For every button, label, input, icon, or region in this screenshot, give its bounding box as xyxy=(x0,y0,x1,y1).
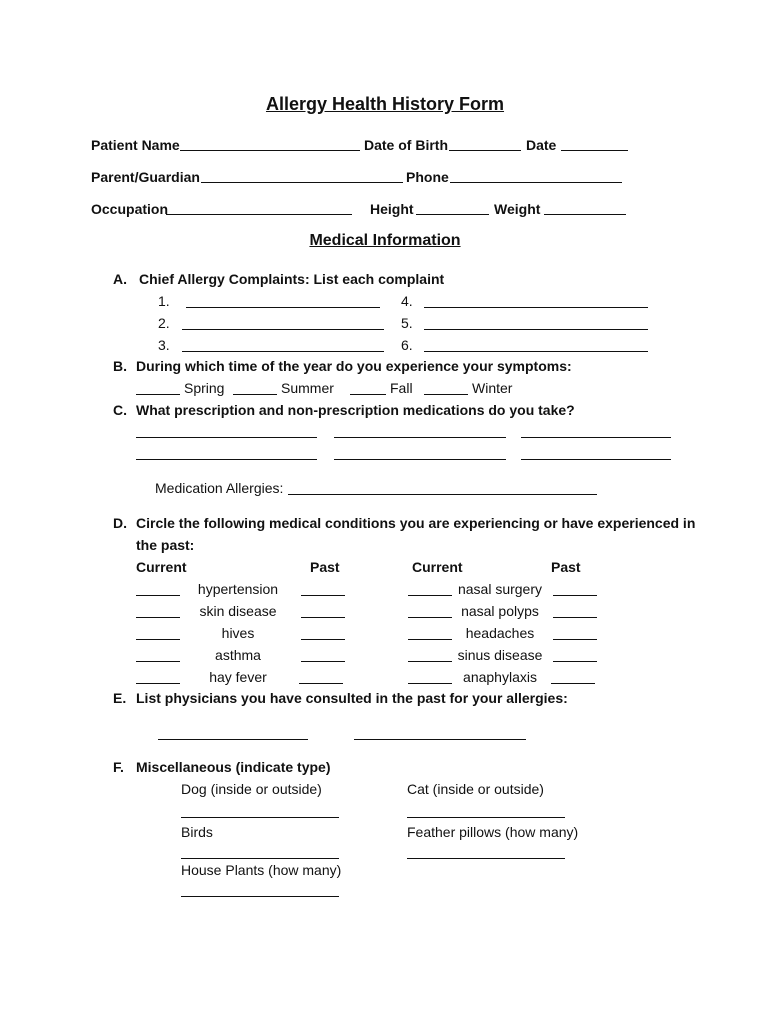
medication-field[interactable] xyxy=(136,459,317,460)
complaint-number: 1. xyxy=(158,293,170,309)
section-a-letter: A. xyxy=(113,271,127,287)
medical-info-title: Medical Information xyxy=(309,232,461,249)
complaint-field-6[interactable] xyxy=(424,351,648,352)
section-a-heading: Chief Allergy Complaints: List each complaint xyxy=(139,271,445,287)
medication-field[interactable] xyxy=(334,437,506,438)
condition-label: skin disease xyxy=(199,603,277,619)
past-blank[interactable] xyxy=(301,617,345,618)
date-field[interactable] xyxy=(561,150,628,151)
section-e-heading: List physicians you have consulted in the past for your allergies: xyxy=(136,690,568,706)
column-header-past: Past xyxy=(310,559,340,575)
complaint-number: 2. xyxy=(158,315,170,331)
current-blank[interactable] xyxy=(408,617,452,618)
cat-field[interactable] xyxy=(407,817,565,818)
current-blank[interactable] xyxy=(136,683,180,684)
weight-label: Weight xyxy=(494,201,541,217)
section-c-heading: What prescription and non-prescription medications do you take? xyxy=(136,402,575,418)
current-blank[interactable] xyxy=(408,639,452,640)
medication-field[interactable] xyxy=(521,437,671,438)
section-c-letter: C. xyxy=(113,402,127,418)
section-e-letter: E. xyxy=(113,690,127,706)
complaint-number: 6. xyxy=(401,337,413,353)
phone-label: Phone xyxy=(406,169,449,185)
current-blank[interactable] xyxy=(136,661,180,662)
physician-field[interactable] xyxy=(158,739,308,740)
complaint-field-2[interactable] xyxy=(182,329,384,330)
section-d-heading-cont: the past: xyxy=(136,537,195,553)
spring-field[interactable] xyxy=(136,394,180,395)
column-header-past: Past xyxy=(551,559,581,575)
height-field[interactable] xyxy=(416,214,489,215)
weight-field[interactable] xyxy=(544,214,626,215)
complaint-number: 5. xyxy=(401,315,413,331)
summer-field[interactable] xyxy=(233,394,277,395)
feather-pillows-field[interactable] xyxy=(407,858,565,859)
past-blank[interactable] xyxy=(551,683,595,684)
condition-label: headaches xyxy=(465,625,535,641)
parent-guardian-field[interactable] xyxy=(201,182,403,183)
past-blank[interactable] xyxy=(301,661,345,662)
section-d-heading: Circle the following medical conditions you are experiencing or have experienced in xyxy=(136,515,696,531)
complaint-field-1[interactable] xyxy=(186,307,380,308)
current-blank[interactable] xyxy=(136,639,180,640)
height-label: Height xyxy=(370,201,414,217)
complaint-number: 3. xyxy=(158,337,170,353)
dog-field[interactable] xyxy=(181,817,339,818)
past-blank[interactable] xyxy=(299,683,343,684)
house-plants-label: House Plants (how many) xyxy=(181,862,342,878)
current-blank[interactable] xyxy=(408,661,452,662)
complaint-field-5[interactable] xyxy=(424,329,648,330)
past-blank[interactable] xyxy=(301,639,345,640)
season-label: Fall xyxy=(390,380,413,396)
complaint-field-4[interactable] xyxy=(424,307,648,308)
condition-label: hypertension xyxy=(197,581,279,597)
fall-field[interactable] xyxy=(350,394,386,395)
condition-label: hives xyxy=(221,625,255,641)
complaint-number: 4. xyxy=(401,293,413,309)
winter-field[interactable] xyxy=(424,394,468,395)
condition-label: sinus disease xyxy=(457,647,543,663)
occupation-label: Occupation xyxy=(91,201,169,217)
medication-allergies-field[interactable] xyxy=(288,494,597,495)
section-b-letter: B. xyxy=(113,358,127,374)
patient-name-field[interactable] xyxy=(180,150,360,151)
current-blank[interactable] xyxy=(136,595,180,596)
dog-label: Dog (inside or outside) xyxy=(181,781,322,797)
physician-field[interactable] xyxy=(354,739,526,740)
birds-label: Birds xyxy=(181,824,213,840)
section-f-letter: F. xyxy=(113,759,124,775)
past-blank[interactable] xyxy=(553,639,597,640)
feather-pillows-label: Feather pillows (how many) xyxy=(407,824,579,840)
house-plants-field[interactable] xyxy=(181,896,339,897)
season-label: Spring xyxy=(184,380,225,396)
cat-label: Cat (inside or outside) xyxy=(407,781,544,797)
condition-label: asthma xyxy=(215,647,261,663)
medication-field[interactable] xyxy=(334,459,506,460)
past-blank[interactable] xyxy=(301,595,345,596)
dob-label: Date of Birth xyxy=(364,137,448,153)
parent-guardian-label: Parent/Guardian xyxy=(91,169,200,185)
form-title: Allergy Health History Form xyxy=(265,94,505,114)
patient-name-label: Patient Name xyxy=(91,137,180,153)
season-label: Summer xyxy=(281,380,334,396)
dob-field[interactable] xyxy=(449,150,521,151)
column-header-current: Current xyxy=(412,559,463,575)
column-header-current: Current xyxy=(136,559,187,575)
current-blank[interactable] xyxy=(136,617,180,618)
section-b-heading: During which time of the year do you experience your symptoms: xyxy=(136,358,572,374)
past-blank[interactable] xyxy=(553,617,597,618)
complaint-field-3[interactable] xyxy=(182,351,384,352)
condition-label: anaphylaxis xyxy=(463,669,537,685)
birds-field[interactable] xyxy=(181,858,339,859)
condition-label: nasal surgery xyxy=(457,581,543,597)
current-blank[interactable] xyxy=(408,683,452,684)
medication-allergies-label: Medication Allergies: xyxy=(155,480,284,496)
season-label: Winter xyxy=(472,380,513,396)
date-label: Date xyxy=(526,137,557,153)
occupation-field[interactable] xyxy=(166,214,352,215)
past-blank[interactable] xyxy=(553,595,597,596)
past-blank[interactable] xyxy=(553,661,597,662)
medication-field[interactable] xyxy=(521,459,671,460)
medication-field[interactable] xyxy=(136,437,317,438)
current-blank[interactable] xyxy=(408,595,452,596)
section-d-letter: D. xyxy=(113,515,127,531)
section-f-heading: Miscellaneous (indicate type) xyxy=(136,759,331,775)
condition-label: nasal polyps xyxy=(461,603,539,619)
condition-label: hay fever xyxy=(209,669,267,685)
phone-field[interactable] xyxy=(450,182,622,183)
